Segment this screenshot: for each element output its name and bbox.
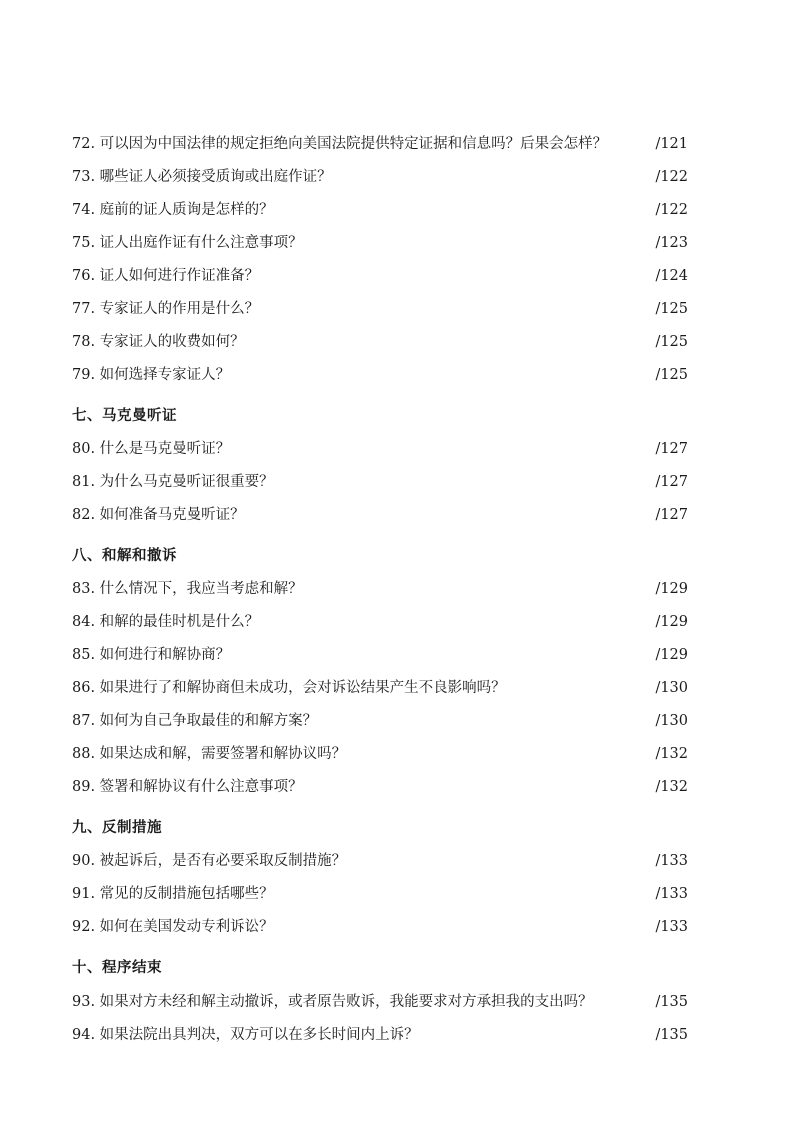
- entry-number: 94.: [72, 1027, 96, 1043]
- entry-title: 专家证人的收费如何？: [99, 334, 245, 350]
- entry-title: 如果对方未经和解主动撤诉，或者原告败诉，我能要求对方承担我的支出吗？: [99, 994, 593, 1010]
- entry-page: /129: [655, 614, 688, 630]
- toc-entry-73[interactable]: [72, 165, 688, 189]
- toc-entry-72[interactable]: [72, 132, 688, 156]
- toc-entry-78[interactable]: [72, 330, 688, 354]
- entry-number: 73.: [72, 169, 96, 185]
- entry-page: /133: [655, 853, 688, 869]
- entry-title: 如何进行和解协商？: [99, 647, 231, 663]
- entry-title: 如何为自己争取最佳的和解方案？: [99, 713, 318, 729]
- entry-page: /125: [655, 334, 688, 350]
- entry-number: 86.: [72, 680, 96, 696]
- toc-entry-80[interactable]: [72, 437, 688, 461]
- entry-page: /125: [655, 367, 688, 383]
- entry-title: 哪些证人必须接受质询或出庭作证？: [99, 169, 332, 185]
- entry-title: 如何准备马克曼听证？: [99, 507, 245, 523]
- entry-page: /135: [655, 1027, 688, 1043]
- entry-number: 80.: [72, 441, 96, 457]
- entry-page: /135: [655, 994, 688, 1010]
- entry-number: 79.: [72, 367, 96, 383]
- section-heading-9: 九、反制措施: [72, 819, 162, 836]
- entry-title: 如果达成和解，需要签署和解协议吗？: [99, 746, 347, 762]
- entry-number: 92.: [72, 919, 96, 935]
- toc-entry-74[interactable]: [72, 198, 688, 222]
- toc-entry-86[interactable]: [72, 676, 688, 700]
- toc-entry-76[interactable]: [72, 264, 688, 288]
- toc-entry-82[interactable]: [72, 503, 688, 527]
- entry-title: 什么情况下，我应当考虑和解？: [99, 581, 303, 597]
- entry-title: 证人如何进行作证准备？: [99, 268, 260, 284]
- entry-number: 89.: [72, 779, 96, 795]
- entry-page: /129: [655, 581, 688, 597]
- toc-entry-79[interactable]: [72, 363, 688, 387]
- entry-page: /122: [655, 202, 688, 218]
- toc-entry-90[interactable]: [72, 849, 688, 873]
- toc-entry-84[interactable]: [72, 610, 688, 634]
- toc-entry-83[interactable]: [72, 577, 688, 601]
- entry-page: /123: [655, 235, 688, 251]
- entry-number: 81.: [72, 474, 96, 490]
- entry-title: 签署和解协议有什么注意事项？: [99, 779, 303, 795]
- entry-title: 专家证人的作用是什么？: [99, 301, 260, 317]
- toc-entry-77[interactable]: [72, 297, 688, 321]
- entry-number: 88.: [72, 746, 96, 762]
- toc-entry-91[interactable]: [72, 882, 688, 906]
- entry-page: /133: [655, 919, 688, 935]
- toc-entry-92[interactable]: [72, 915, 688, 939]
- entry-number: 83.: [72, 581, 96, 597]
- toc-entry-81[interactable]: [72, 470, 688, 494]
- entry-number: 91.: [72, 886, 96, 902]
- toc-entry-87[interactable]: [72, 709, 688, 733]
- entry-number: 85.: [72, 647, 96, 663]
- entry-number: 87.: [72, 713, 96, 729]
- entry-page: /133: [655, 886, 688, 902]
- section-heading-7: 七、马克曼听证: [72, 407, 177, 424]
- entry-title: 证人出庭作证有什么注意事项？: [99, 235, 303, 251]
- entry-title: 如果进行了和解协商但未成功，会对诉讼结果产生不良影响吗？: [99, 680, 506, 696]
- entry-number: 74.: [72, 202, 96, 218]
- entry-page: /130: [655, 680, 688, 696]
- entry-page: /129: [655, 647, 688, 663]
- toc-entry-89[interactable]: [72, 775, 688, 799]
- section-heading-8: 八、和解和撤诉: [72, 547, 177, 564]
- toc-entry-88[interactable]: [72, 742, 688, 766]
- entry-page: /121: [655, 136, 688, 152]
- entry-title: 庭前的证人质询是怎样的？: [99, 202, 274, 218]
- entry-page: /127: [655, 474, 688, 490]
- entry-title: 为什么马克曼听证很重要？: [99, 474, 274, 490]
- entry-title: 常见的反制措施包括哪些？: [99, 886, 274, 902]
- entry-page: /127: [655, 441, 688, 457]
- toc-entry-85[interactable]: [72, 643, 688, 667]
- entry-page: /132: [655, 779, 688, 795]
- entry-page: /127: [655, 507, 688, 523]
- toc-entry-75[interactable]: [72, 231, 688, 255]
- entry-title: 被起诉后，是否有必要采取反制措施？: [99, 853, 347, 869]
- entry-number: 77.: [72, 301, 96, 317]
- entry-number: 76.: [72, 268, 96, 284]
- entry-number: 84.: [72, 614, 96, 630]
- toc-entry-94[interactable]: [72, 1023, 688, 1047]
- entry-page: /122: [655, 169, 688, 185]
- entry-number: 82.: [72, 507, 96, 523]
- toc-entry-93[interactable]: [72, 990, 688, 1014]
- entry-page: /124: [655, 268, 688, 284]
- entry-page: /130: [655, 713, 688, 729]
- entry-title: 如何在美国发动专利诉讼？: [99, 919, 274, 935]
- entry-number: 72.: [72, 136, 96, 152]
- entry-page: /132: [655, 746, 688, 762]
- entry-page: /125: [655, 301, 688, 317]
- entry-number: 93.: [72, 994, 96, 1010]
- entry-title: 什么是马克曼听证？: [99, 441, 231, 457]
- entry-title: 如果法院出具判决，双方可以在多长时间内上诉？: [99, 1027, 419, 1043]
- entry-title: 可以因为中国法律的规定拒绝向美国法院提供特定证据和信息吗？后果会怎样？: [99, 136, 608, 152]
- section-heading-10: 十、程序结束: [72, 959, 162, 976]
- entry-title: 如何选择专家证人？: [99, 367, 231, 383]
- entry-title: 和解的最佳时机是什么？: [99, 614, 260, 630]
- entry-number: 90.: [72, 853, 96, 869]
- entry-number: 78.: [72, 334, 96, 350]
- entry-number: 75.: [72, 235, 96, 251]
